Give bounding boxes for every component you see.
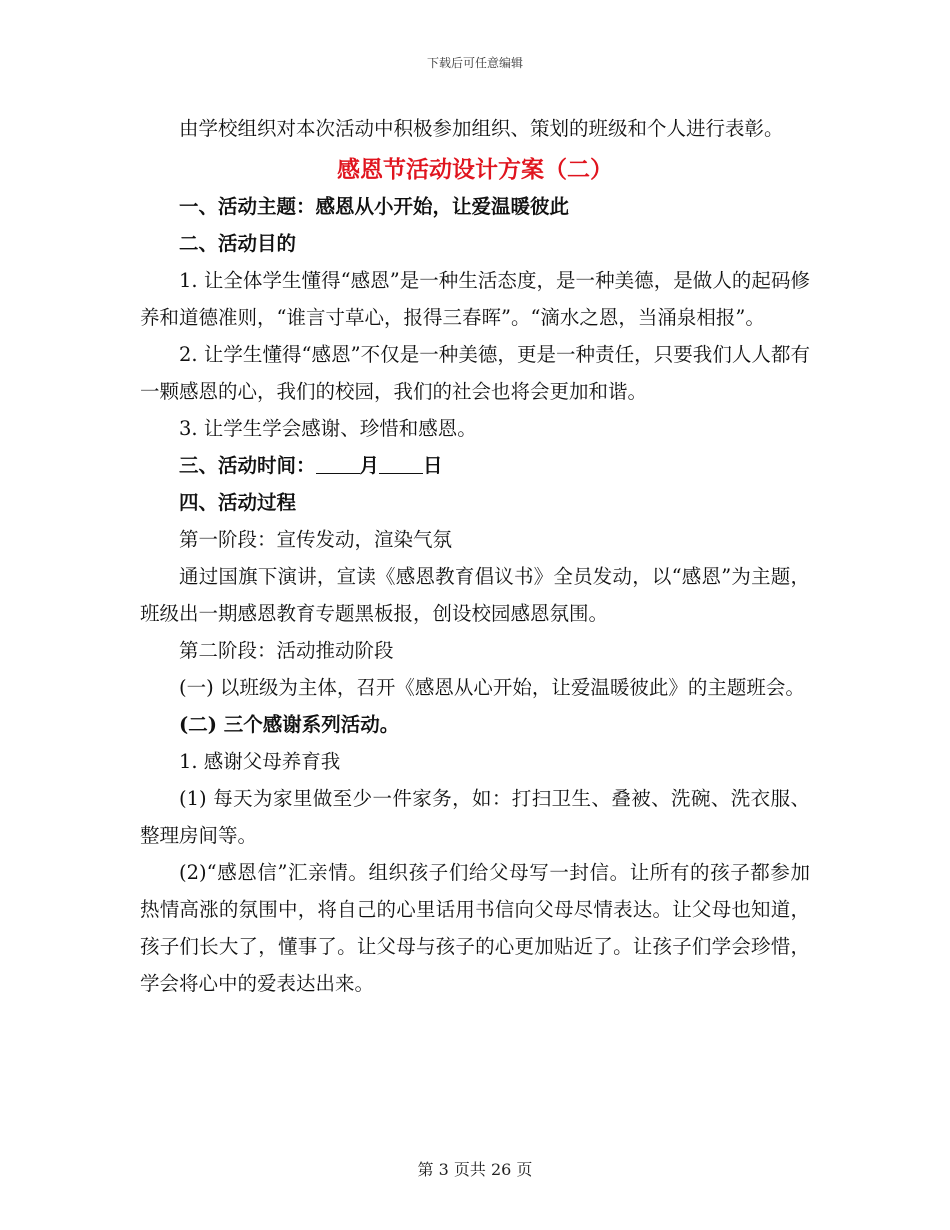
heading-process: 四、活动过程 [179, 491, 297, 514]
purpose-item-2: 2. 让学生懂得“感恩”不仅是一种美德，更是一种责任，只要我们人人都有一颗感恩的心，我们的校园，我们的社会也将会更加和谐。 [140, 343, 810, 403]
heading-purpose: 二、活动目的 [179, 232, 297, 255]
phase2-item-2: (二) 三个感谢系列活动。 [179, 713, 400, 736]
phase2-item-1: (一) 以班级为主体，召开《感恩从心开始，让爱温暖彼此》的主题班会。 [179, 676, 805, 699]
purpose-item-3: 3. 让学生学会感谢、珍惜和感恩。 [179, 417, 477, 440]
heading-theme: 一、活动主题：感恩从小开始，让爱温暖彼此 [179, 195, 570, 218]
intro-paragraph: 由学校组织对本次活动中积极参加组织、策划的班级和个人进行表彰。 [179, 117, 784, 140]
month-label: 月 [359, 454, 380, 477]
phase2-title: 第二阶段：活动推动阶段 [179, 639, 394, 662]
time-label: 三、活动时间： [179, 454, 316, 477]
month-blank [316, 453, 360, 474]
section-title: 感恩节活动设计方案（二） [337, 156, 613, 183]
thanks-parents-item-2: (2)“感恩信”汇亲情。组织孩子们给父母写一封信。让所有的孩子都参加热情高涨的氛围中，将自己的心里话用书信向父母尽情表达。让父母也知道，孩子们长大了，懂事了。让父母与孩子的心更加贴近了。让孩子们学会珍惜，学会将心中的爱表达出来。 [140, 861, 810, 995]
document-body [140, 110, 810, 1002]
phase1-text: 通过国旗下演讲，宣读《感恩教育倡议书》全员发动，以“感恩”为主题，班级出一期感恩教育专题黑板报，创设校园感恩氛围。 [140, 565, 810, 625]
page-header: 下载后可任意编辑 [426, 56, 523, 70]
page-footer: 第 3 页共 26 页 [417, 1160, 533, 1179]
day-label: 日 [423, 454, 443, 477]
heading-time [140, 447, 810, 484]
day-blank [379, 453, 423, 474]
thanks-parents-item-1: (1) 每天为家里做至少一件家务，如：打扫卫生、叠被、洗碗、洗衣服、整理房间等。 [140, 787, 810, 847]
thanks-parents-title: 1. 感谢父母养育我 [179, 750, 341, 773]
phase1-title: 第一阶段：宣传发动，渲染气氛 [179, 528, 453, 551]
purpose-item-1: 1. 让全体学生懂得“感恩”是一种生活态度，是一种美德，是做人的起码修养和道德准则，“谁言寸草心，报得三春晖”。“滴水之恩，当涌泉相报”。 [140, 269, 810, 329]
